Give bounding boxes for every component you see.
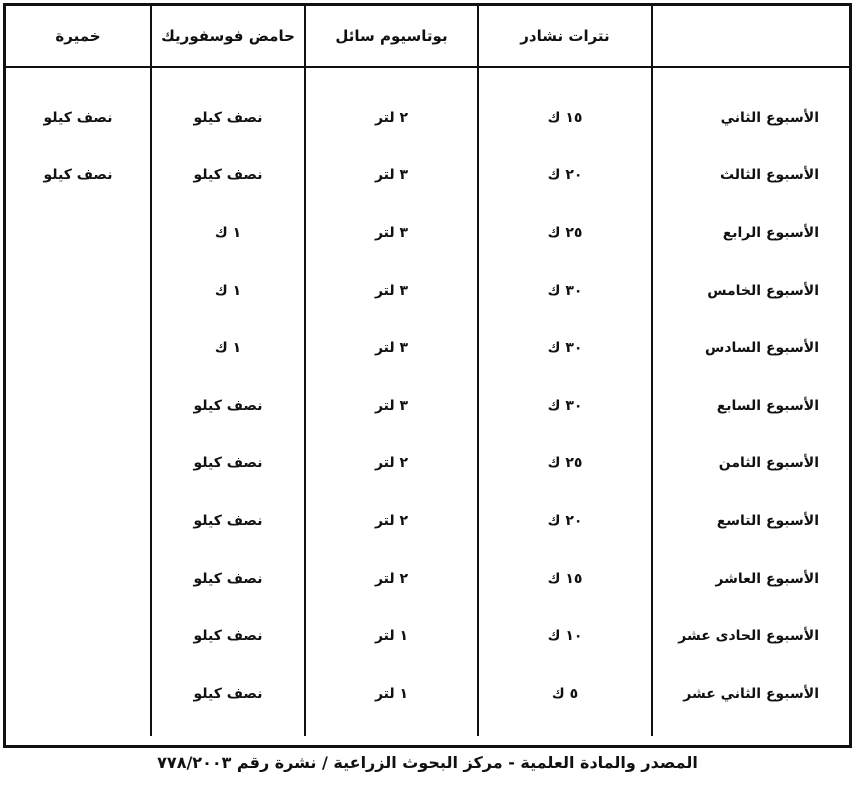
cell-week: الأسبوع الثالث bbox=[652, 147, 849, 205]
cell-phosphoric-acid: نصف كيلو bbox=[151, 607, 305, 665]
cell-yeast bbox=[6, 665, 151, 723]
cell-liquid-potassium: ١ لتر bbox=[305, 607, 478, 665]
cell-liquid-potassium: ١ لتر bbox=[305, 665, 478, 723]
cell-yeast bbox=[6, 607, 151, 665]
cell-week: الأسبوع التاسع bbox=[652, 492, 849, 550]
cell-week: الأسبوع السابع bbox=[652, 377, 849, 435]
cell-yeast bbox=[6, 262, 151, 320]
table-spacer-row bbox=[6, 67, 849, 89]
cell-yeast bbox=[6, 550, 151, 608]
cell-ammonium-nitrate: ٢٥ ك bbox=[478, 204, 652, 262]
cell-ammonium-nitrate: ١٠ ك bbox=[478, 607, 652, 665]
table-row bbox=[6, 319, 849, 377]
cell-yeast: نصف كيلو bbox=[43, 167, 113, 184]
cell-phosphoric-acid: نصف كيلو bbox=[151, 435, 305, 493]
cell-ammonium-nitrate: ٣٠ ك bbox=[478, 262, 652, 320]
header-phosphoric-acid: حامض فوسفوريك bbox=[151, 6, 305, 67]
cell-yeast bbox=[6, 492, 151, 550]
cell-week: الأسبوع الحادى عشر bbox=[652, 607, 849, 665]
table-row bbox=[6, 492, 849, 550]
cell-liquid-potassium: ٢ لتر bbox=[305, 550, 478, 608]
cell-week: الأسبوع الخامس bbox=[652, 262, 849, 320]
cell-week: الأسبوع الثاني bbox=[652, 89, 849, 147]
cell-phosphoric-acid: نصف كيلو bbox=[151, 147, 305, 205]
cell-liquid-potassium: ٣ لتر bbox=[305, 377, 478, 435]
table-header-row bbox=[6, 6, 849, 67]
cell-phosphoric-acid: ١ ك bbox=[151, 204, 305, 262]
cell-yeast bbox=[6, 435, 151, 493]
cell-ammonium-nitrate: ٣٠ ك bbox=[478, 319, 652, 377]
cell-week: الأسبوع الثاني عشر bbox=[652, 665, 849, 723]
table-spacer-row bbox=[6, 723, 849, 736]
cell-ammonium-nitrate: ٢٠ ك bbox=[478, 492, 652, 550]
cell-week: الأسبوع العاشر bbox=[652, 550, 849, 608]
cell-phosphoric-acid: نصف كيلو bbox=[151, 550, 305, 608]
cell-week: الأسبوع السادس bbox=[652, 319, 849, 377]
header-yeast: خميرة bbox=[6, 6, 151, 67]
table-row bbox=[6, 550, 849, 608]
header-week bbox=[652, 6, 849, 67]
cell-liquid-potassium: ٢ لتر bbox=[305, 492, 478, 550]
cell-liquid-potassium: ٣ لتر bbox=[305, 204, 478, 262]
table-row bbox=[6, 262, 849, 320]
cell-ammonium-nitrate: ٢٠ ك bbox=[478, 147, 652, 205]
source-note: المصدر والمادة العلمية - مركز البحوث الزراعية / نشرة رقم ٧٧٨/٢٠٠٣ bbox=[157, 753, 698, 772]
cell-yeast bbox=[6, 377, 151, 435]
cell-phosphoric-acid: ١ ك bbox=[151, 319, 305, 377]
cell-phosphoric-acid: ١ ك bbox=[151, 262, 305, 320]
cell-ammonium-nitrate: ٣٠ ك bbox=[478, 377, 652, 435]
cell-yeast bbox=[6, 319, 151, 377]
cell-phosphoric-acid: نصف كيلو bbox=[151, 665, 305, 723]
table-row bbox=[6, 204, 849, 262]
cell-ammonium-nitrate: ٥ ك bbox=[478, 665, 652, 723]
header-liquid-potassium: بوتاسيوم سائل bbox=[305, 6, 478, 67]
cell-phosphoric-acid: نصف كيلو bbox=[151, 377, 305, 435]
fertilizer-schedule-table bbox=[6, 6, 849, 736]
cell-week: الأسبوع الثامن bbox=[652, 435, 849, 493]
cell-liquid-potassium: ٣ لتر bbox=[305, 147, 478, 205]
cell-phosphoric-acid: نصف كيلو bbox=[151, 492, 305, 550]
cell-week: الأسبوع الرابع bbox=[652, 204, 849, 262]
cell-ammonium-nitrate: ١٥ ك bbox=[478, 550, 652, 608]
table-row bbox=[6, 147, 849, 205]
table-row bbox=[6, 607, 849, 665]
header-ammonium-nitrate: نترات نشادر bbox=[478, 6, 652, 67]
cell-liquid-potassium: ٢ لتر bbox=[305, 435, 478, 493]
cell-yeast: نصف كيلو bbox=[43, 109, 113, 126]
table-row bbox=[6, 377, 849, 435]
cell-phosphoric-acid: نصف كيلو bbox=[151, 89, 305, 147]
cell-liquid-potassium: ٣ لتر bbox=[305, 319, 478, 377]
cell-ammonium-nitrate: ١٥ ك bbox=[478, 89, 652, 147]
cell-ammonium-nitrate: ٢٥ ك bbox=[478, 435, 652, 493]
table-row bbox=[6, 665, 849, 723]
cell-yeast bbox=[6, 204, 151, 262]
table-row bbox=[6, 435, 849, 493]
cell-liquid-potassium: ٣ لتر bbox=[305, 262, 478, 320]
table-row bbox=[6, 89, 849, 147]
cell-liquid-potassium: ٢ لتر bbox=[305, 89, 478, 147]
